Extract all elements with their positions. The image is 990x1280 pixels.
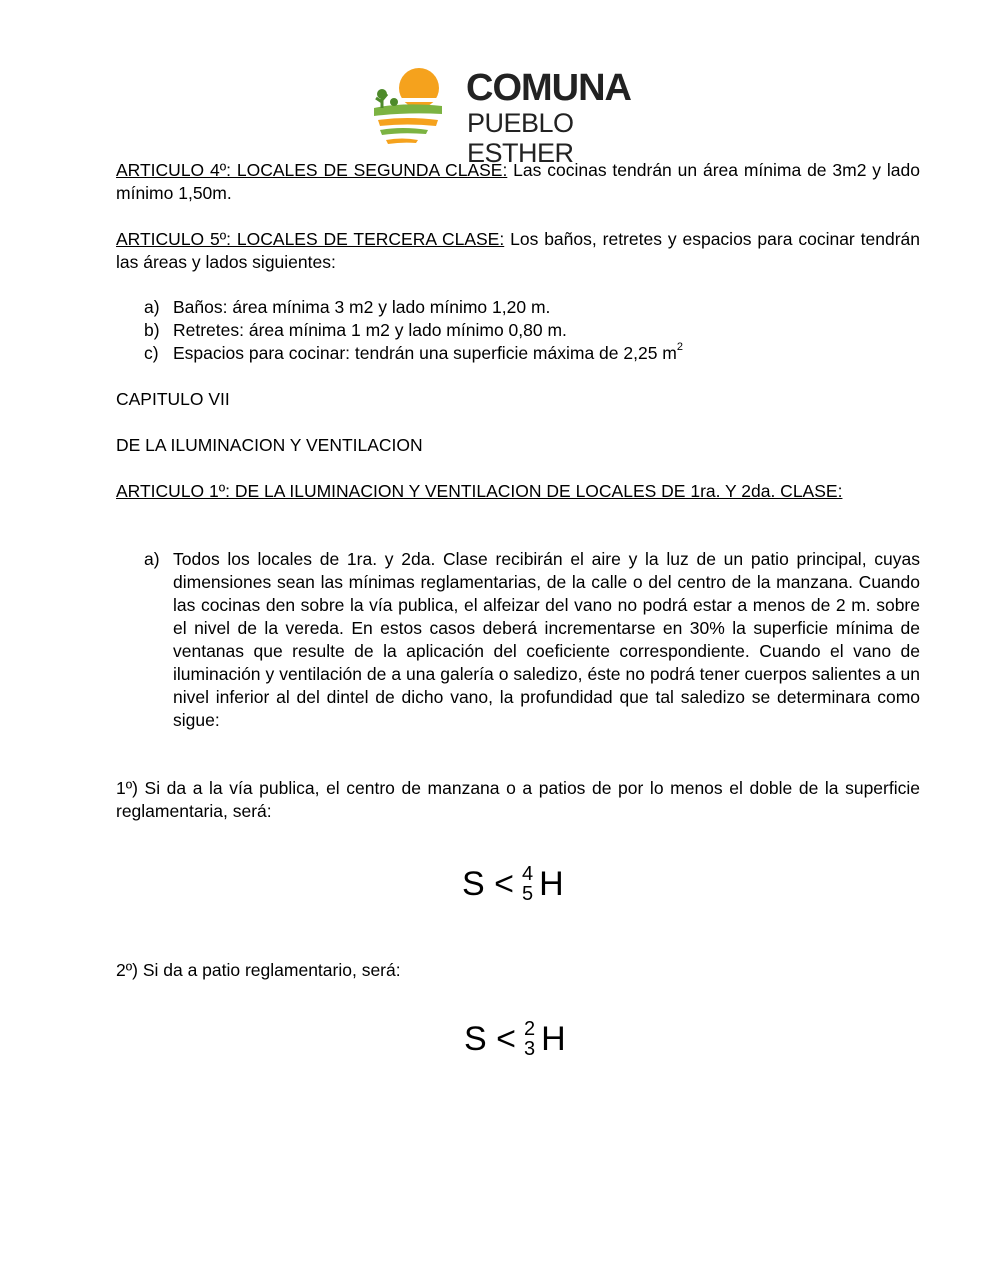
list-item-text: Retretes: área mínima 1 m2 y lado mínimo 0,80 m. bbox=[173, 320, 567, 340]
formula-left: S < bbox=[462, 865, 514, 903]
article-5-text: Los baños, retretes y espacios para cocinar tendrán las áreas y lados siguientes: bbox=[116, 229, 920, 272]
list-item bbox=[116, 342, 920, 365]
logo-title: COMUNA bbox=[466, 67, 631, 109]
formula-right: H bbox=[539, 865, 564, 903]
article-5-list bbox=[116, 296, 920, 365]
list-marker: c) bbox=[144, 343, 159, 363]
formula-1 bbox=[462, 864, 564, 904]
chapter-title: CAPITULO VII bbox=[116, 389, 230, 409]
case-2-text: 2º) Si da a patio reglamentario, será: bbox=[116, 960, 401, 980]
list-marker: a) bbox=[144, 297, 160, 317]
list-marker: b) bbox=[144, 320, 160, 340]
fraction-denominator: 5 bbox=[521, 883, 534, 905]
article-5 bbox=[116, 228, 920, 274]
fraction-numerator: 4 bbox=[521, 863, 534, 885]
formula-right: H bbox=[541, 1020, 566, 1058]
case-1-text: 1º) Si da a la vía publica, el centro de manzana o a patios de por lo menos el doble de la superficie reglamentaria, será: bbox=[116, 778, 920, 821]
fraction bbox=[524, 1019, 535, 1059]
logo-subtitle: PUEBLO ESTHER bbox=[467, 108, 574, 168]
article-1 bbox=[116, 480, 920, 503]
article-5-heading: ARTICULO 5º: LOCALES DE TERCERA CLASE: bbox=[116, 229, 505, 249]
list-item bbox=[116, 548, 920, 732]
article-4 bbox=[116, 159, 920, 205]
article-1-list bbox=[116, 548, 920, 732]
chapter-subtitle: DE LA ILUMINACION Y VENTILACION bbox=[116, 435, 423, 455]
fraction bbox=[522, 864, 533, 904]
list-item bbox=[116, 296, 920, 319]
formula-left: S < bbox=[464, 1020, 516, 1058]
formula-2 bbox=[464, 1019, 566, 1059]
fraction-denominator: 3 bbox=[523, 1038, 536, 1060]
superscript: 2 bbox=[676, 341, 684, 353]
list-marker: a) bbox=[144, 549, 160, 569]
comuna-logo bbox=[372, 62, 672, 168]
article-4-heading: ARTICULO 4º: LOCALES DE SEGUNDA CLASE: bbox=[116, 160, 508, 180]
list-item-text: Espacios para cocinar: tendrán una superficie máxima de 2,25 m bbox=[173, 343, 677, 363]
list-item bbox=[116, 319, 920, 342]
list-item-text: Baños: área mínima 3 m2 y lado mínimo 1,20 m. bbox=[173, 297, 551, 317]
list-item-text: Todos los locales de 1ra. y 2da. Clase recibirán el aire y la luz de un patio principal, cuyas dimensiones sean las mínimas reglamentarias, de la calle o del centro de la manzana. Cuando las cocinas den sobre la vía publica, el alfeizar del vano no podrá estar a menos de 2 m. sobre el nivel de la vereda. En estos casos deberá incrementarse en 30% la superficie mínima de ventanas que resulte de la aplicación del coeficiente correspondiente. Cuando el vano de iluminación y ventilación de a una galería o saledizo, éste no podrá tener cuerpos salientes a un nivel inferior al del dintel de dicho vano, la profundidad que tal saledizo se determinara como sigue: bbox=[173, 549, 920, 730]
article-4-text: Las cocinas tendrán un área mínima de 3m2 y lado mínimo 1,50m. bbox=[116, 160, 920, 203]
fraction-numerator: 2 bbox=[523, 1018, 536, 1040]
article-1-heading: ARTICULO 1º: DE LA ILUMINACION Y VENTILACION DE LOCALES DE 1ra. Y 2da. CLASE: bbox=[116, 481, 843, 501]
sun-landscape-icon bbox=[372, 62, 464, 154]
